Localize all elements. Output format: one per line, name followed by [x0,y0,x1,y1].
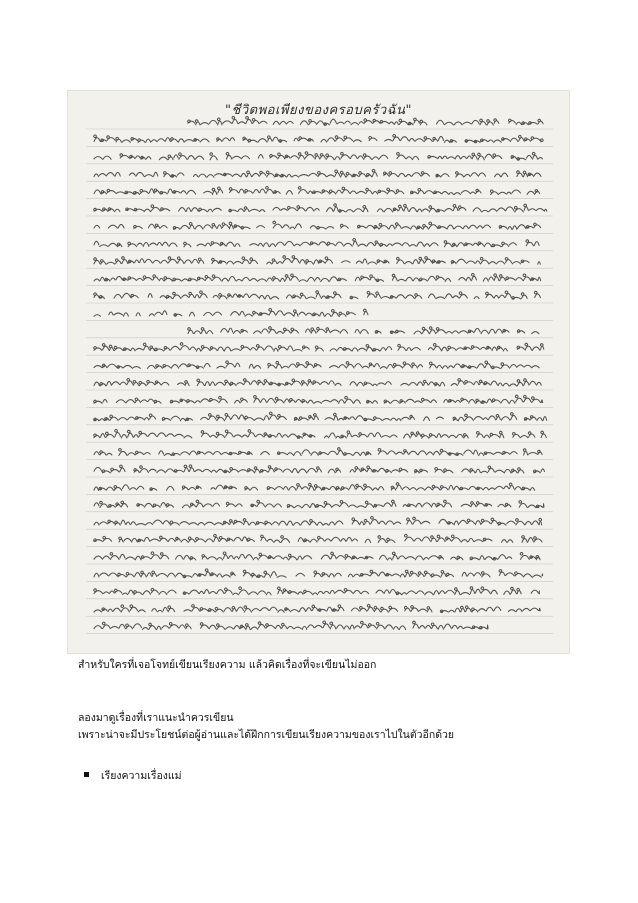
handwriting-strokes [68,91,570,654]
handwritten-essay-scan [67,90,570,654]
handwritten-line [94,204,547,212]
handwritten-line [94,274,541,282]
handwritten-line [94,412,547,421]
handwritten-line [94,483,535,491]
handwritten-line [94,604,540,612]
handwritten-line [94,221,541,229]
handwritten-line [94,517,542,526]
handwritten-line [94,152,543,160]
handwritten-line [94,552,540,560]
essay-title: "ชีวิตพอเพียงของครอบครัวฉัน" [225,103,412,118]
handwritten-line [94,379,541,387]
suggestion-line-2: เพราะน่าจะมีประโยชน์ต่อผู้อ่านและได้ฝึกการเขียนเรียงความของเราไปในตัวอีกด้วย [78,729,455,741]
handwritten-line [94,621,488,630]
square-bullet-icon [84,772,89,777]
handwritten-line [94,569,543,578]
handwritten-line [188,327,539,334]
handwritten-line [94,534,542,542]
handwritten-line [94,239,539,247]
handwritten-line [94,256,541,265]
handwritten-line [94,187,540,195]
handwritten-line [94,135,543,143]
handwritten-line [94,465,545,473]
handwritten-line [94,448,542,456]
handwritten-line [94,430,547,439]
handwritten-line [94,361,539,369]
caption-text: สำหรับใครที่เจอโจทย์เขียนเรียงความ แล้วคิดเรื่องที่จะเขียนไม่ออก [78,659,377,671]
handwritten-line [94,309,368,317]
handwritten-line [94,343,544,352]
handwritten-line [94,291,541,299]
suggestion-line-1: ลองมาดูเรื่องที่เราแนะนำควรเขียน [78,712,234,724]
handwritten-line [94,169,541,177]
handwritten-line [94,395,543,403]
list-item[interactable] [84,768,182,784]
handwritten-line [94,587,540,595]
list-item-label: เรียงความเรื่องแม่ [101,770,182,782]
handwritten-line [94,500,544,508]
